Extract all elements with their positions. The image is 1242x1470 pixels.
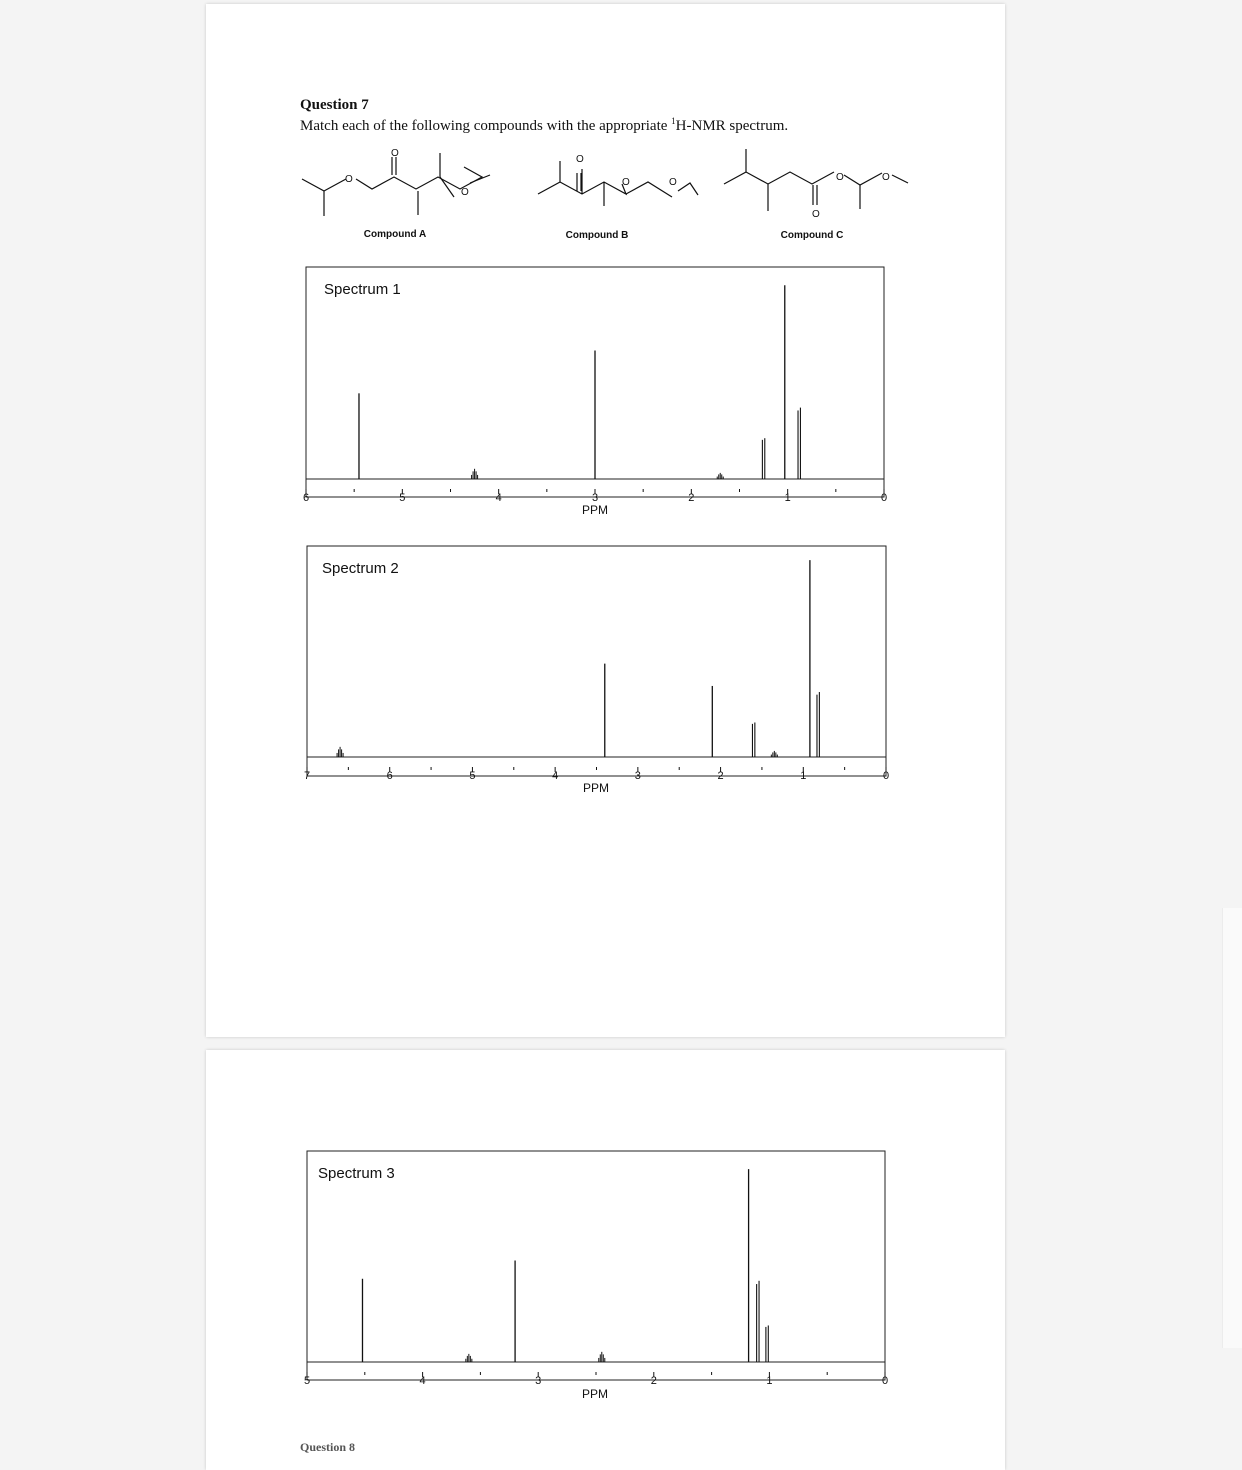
x-tick-label: 2: [650, 1375, 657, 1387]
question-text-superscript: 1: [671, 116, 676, 126]
x-tick-label: 4: [495, 492, 502, 504]
spectrum-peak: [817, 692, 819, 757]
x-tick-label: 4: [552, 770, 559, 782]
x-tick-label: 5: [303, 1375, 311, 1387]
x-tick-label: 0: [882, 770, 890, 782]
spectrum-title: Spectrum 3: [318, 1165, 395, 1182]
x-tick-label: 0: [881, 1375, 889, 1387]
x-tick-label: 3: [591, 492, 599, 504]
x-tick-label: 2: [717, 770, 724, 782]
atom-label: O: [345, 174, 353, 185]
compound-b-label: Compound B: [565, 230, 629, 241]
x-tick-label: 6: [302, 492, 310, 504]
spectrum-3-chart: [206, 1050, 1005, 1450]
atom-label: O: [461, 187, 469, 198]
x-tick-label: 1: [766, 1375, 773, 1387]
spectrum-title: Spectrum 1: [324, 281, 401, 298]
compound-c-label: Compound C: [780, 230, 844, 241]
atom-label: O: [391, 148, 399, 159]
spectrum-2-chart: [206, 4, 1005, 1037]
atom-label: O: [669, 177, 677, 188]
x-tick-label: 4: [419, 1375, 426, 1387]
question-text-end: H-NMR spectrum.: [675, 118, 789, 134]
atom-label: O: [836, 172, 844, 183]
atom-label: O: [576, 154, 584, 165]
x-axis-label: PPM: [582, 781, 610, 795]
x-tick-label: 3: [634, 770, 641, 782]
x-tick-label: 7: [303, 770, 311, 782]
atom-label: O: [812, 209, 820, 220]
spectrum-peak: [766, 1325, 768, 1362]
x-axis-label: PPM: [581, 1387, 609, 1401]
next-question-heading: Question 8: [300, 1440, 356, 1454]
spectrum-title: Spectrum 2: [322, 560, 399, 577]
spectrum-peak: [757, 1281, 759, 1362]
spectrum-peak: [466, 1354, 472, 1362]
spectrum-peak: [337, 747, 343, 757]
x-tick-label: 0: [880, 492, 888, 504]
document-page-1: [206, 4, 1005, 1037]
plot-frame: [307, 1151, 885, 1380]
atom-label: O: [882, 172, 890, 183]
atom-label: O: [622, 177, 630, 188]
x-axis-label: PPM: [581, 503, 609, 517]
window-edge: [1222, 908, 1242, 1348]
spectrum-peak: [752, 722, 754, 757]
question-text-main: Match each of the following compounds with the appropriate: [300, 118, 672, 134]
plot-frame: [307, 546, 886, 776]
x-tick-label: 5: [399, 492, 406, 504]
x-tick-label: 6: [386, 770, 393, 782]
document-page-2: [206, 1050, 1005, 1470]
x-tick-label: 5: [469, 770, 476, 782]
x-tick-label: 2: [688, 492, 695, 504]
question-title: Question 7: [300, 97, 369, 113]
spectrum-peak: [599, 1352, 605, 1362]
x-tick-label: 3: [535, 1375, 542, 1387]
x-tick-label: 1: [784, 492, 791, 504]
x-tick-label: 1: [800, 770, 807, 782]
spectrum-peak: [771, 751, 777, 757]
compound-a-label: Compound A: [363, 229, 427, 240]
